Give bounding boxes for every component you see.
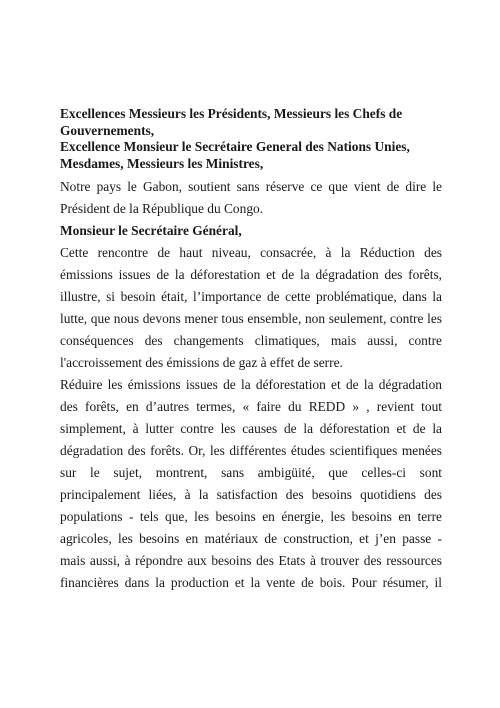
text-line: agricoles, les besoins en matériaux de construction, et j’en passe - [60,531,442,546]
text-line: principalement liées, à la satisfaction des besoins quotidiens des [60,487,442,502]
text-line: émissions issues de la déforestation et de la dégradation des forêts, [60,267,442,282]
text-line: sur le sujet, montrent, sans ambigüité, que celles-ci sont [60,465,442,480]
text-line: Notre pays le Gabon, soutient sans réserve ce que vient de dire le [60,179,442,194]
text-line: populations - tels que, les besoins en énergie, les besoins en terre [60,509,442,524]
text-line: financières dans la production et la vente de bois. Pour résumer, il [60,575,442,590]
text-line: illustre, si besoin était, l’importance de cette problématique, dans la [60,289,442,304]
paragraph-meeting [60,242,442,374]
paragraph-gabon-support [60,176,442,220]
text-line: simplement, à lutter contre les causes de la déforestation et de la [60,421,442,436]
text-line: Cette rencontre de haut niveau, consacrée, à la Réduction des [60,245,442,260]
text-line: dégradation des forêts. Or, les différentes études scientifiques menées [60,443,442,458]
text-line: mais aussi, à répondre aux besoins des Etats à trouver des ressources [60,553,442,568]
paragraph-redd [60,374,442,594]
salutation-line: Excellence Monsieur le Secrétaire General des Nations Unies, [60,139,410,154]
section-heading [60,220,442,242]
salutation-line: Mesdames, Messieurs les Ministres, [60,155,264,171]
text-line: Réduire les émissions issues de la déforestation et de la dégradation [60,377,442,392]
text-line: conséquences des changements climatiques, mais aussi, contre [60,333,442,348]
salutation-line: Excellences Messieurs les Présidents, Messieurs les Chefs de [60,106,403,121]
speech-body [60,176,442,594]
heading-text: Monsieur le Secrétaire Général, [60,223,242,238]
text-line: l'accroissement des émissions de gaz à effet de serre. [60,355,343,370]
text-line: lutte, que nous devons mener tous ensemble, non seulement, contre les [60,311,442,326]
text-line: des forêts, en d’autres termes, « faire du REDD » , revient tout [60,399,442,414]
text-line: Président de la République du Congo. [60,201,264,216]
salutation-line: Gouvernements, [60,122,155,138]
salutation-block [60,106,446,172]
